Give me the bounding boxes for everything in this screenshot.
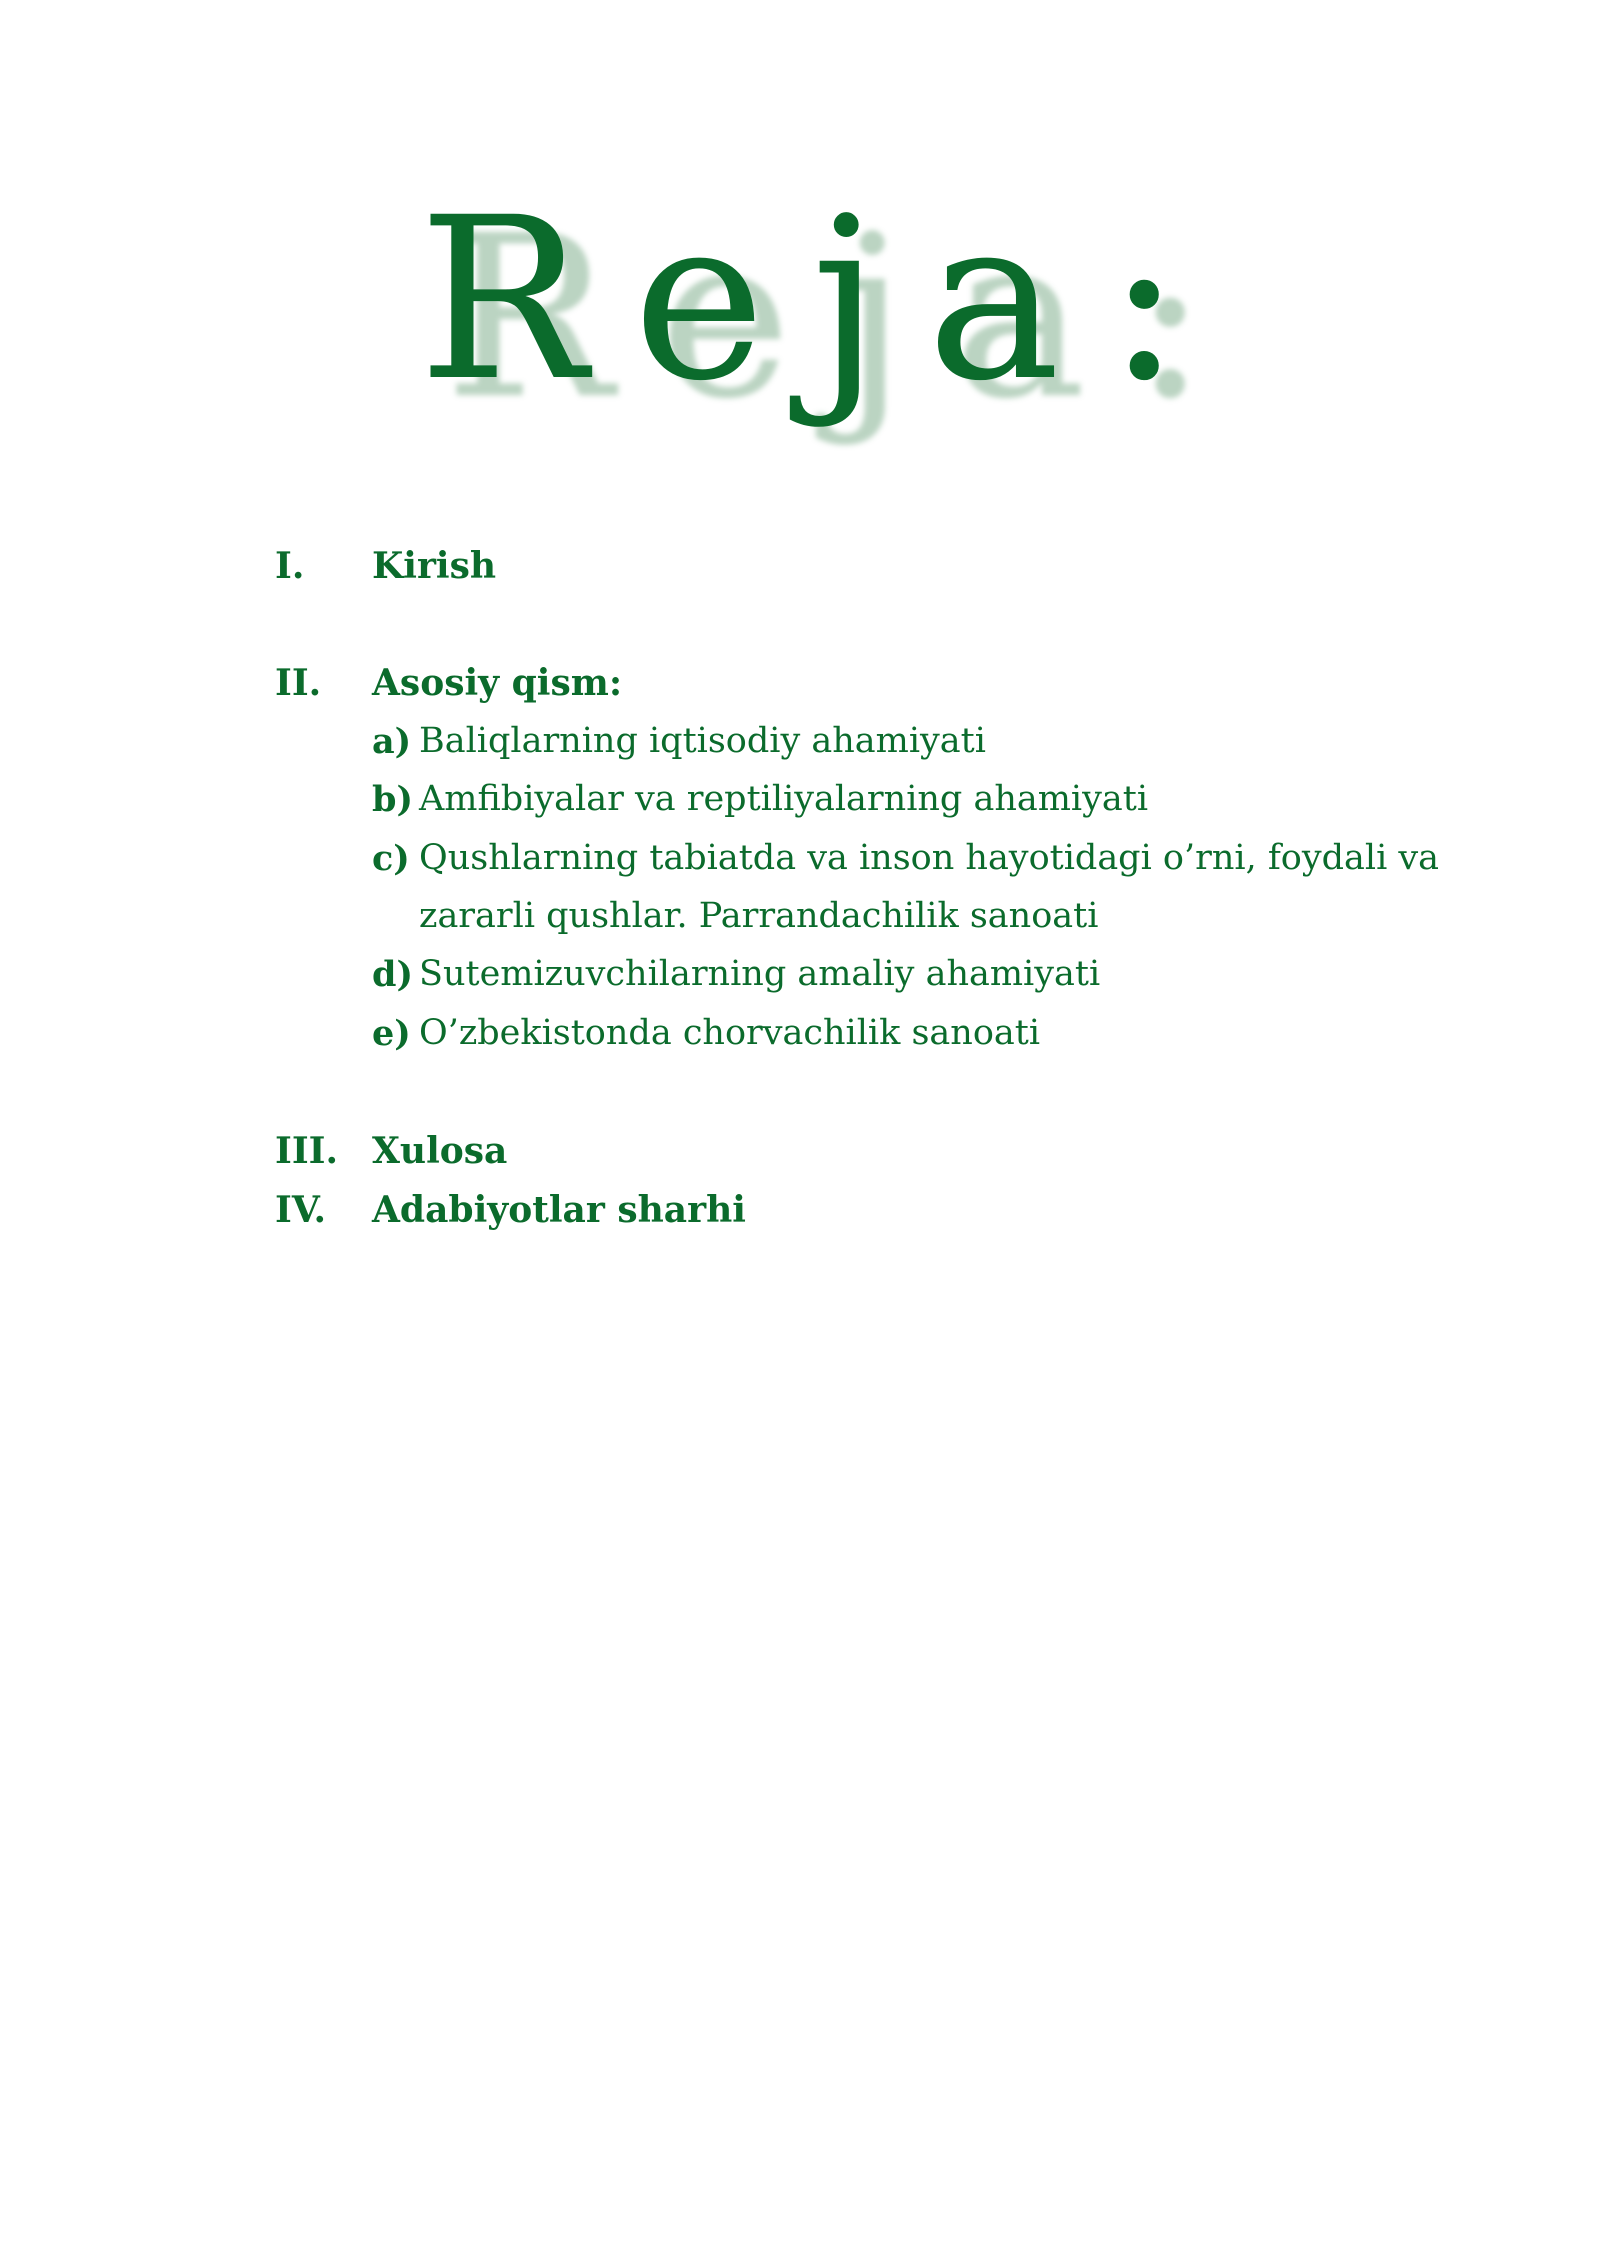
sub-item-letter: b) (372, 779, 414, 820)
sub-item-text: O’zbekistonda chorvachilik sanoati (419, 1013, 1041, 1053)
outline-numeral: I. (275, 545, 305, 587)
outline-numeral: IV. (275, 1189, 327, 1231)
outline-numeral: II. (275, 662, 322, 704)
outline-heading: Kirish (372, 545, 497, 587)
sub-item-text-continued: zararli qushlar. Parrandachilik sanoati (419, 896, 1099, 936)
outline-numeral: III. (275, 1130, 339, 1172)
page-title: Reja: (418, 169, 1228, 430)
sub-item-letter: a) (372, 721, 412, 762)
sub-item-text: Sutemizuvchilarning amaliy ahamiyati (419, 954, 1101, 994)
sub-item-text: Qushlarning tabiatda va inson hayotidagi o’rni, foydali va (419, 838, 1440, 878)
sub-item-letter: c) (372, 838, 410, 879)
sub-item-letter: e) (372, 1013, 411, 1054)
outline-heading: Xulosa (372, 1130, 508, 1172)
sub-item-text: Amfibiyalar va reptiliyalarning ahamiyati (419, 779, 1149, 819)
sub-item-letter: d) (372, 954, 414, 995)
outline-heading: Asosiy qism: (372, 662, 623, 704)
sub-item-text: Baliqlarning iqtisodiy ahamiyati (419, 721, 986, 761)
outline-heading: Adabiyotlar sharhi (372, 1189, 746, 1231)
